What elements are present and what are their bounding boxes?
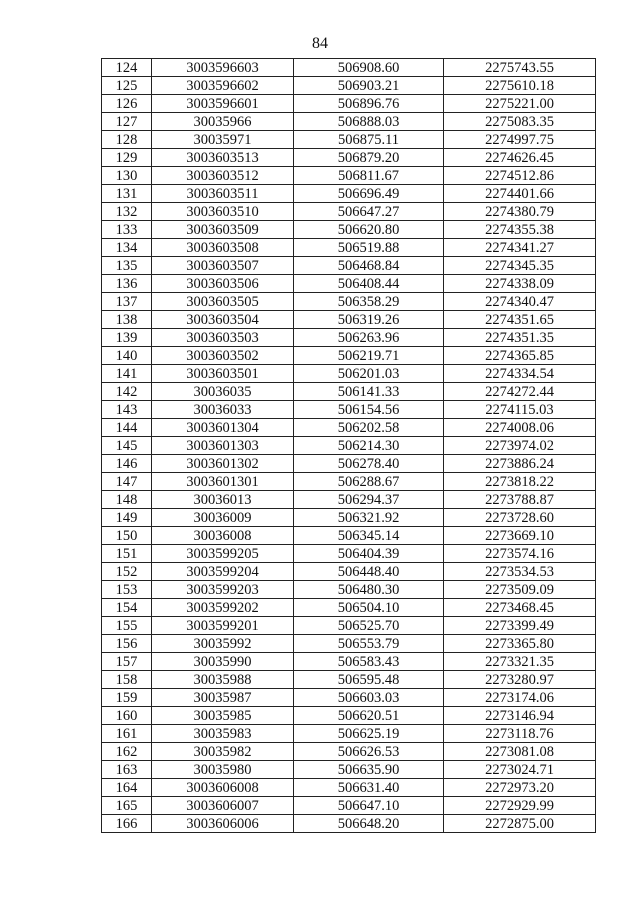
row-number-cell: 151	[102, 545, 152, 563]
row-number-cell: 127	[102, 113, 152, 131]
table-row	[102, 347, 596, 365]
y-coordinate-cell: 2274355.38	[444, 221, 596, 239]
x-coordinate-cell: 506468.84	[294, 257, 444, 275]
table-row	[102, 365, 596, 383]
table-row	[102, 545, 596, 563]
row-number-cell: 158	[102, 671, 152, 689]
point-id-cell: 3003603502	[152, 347, 294, 365]
point-id-cell: 30036008	[152, 527, 294, 545]
point-id-cell: 3003599205	[152, 545, 294, 563]
point-id-cell: 30035971	[152, 131, 294, 149]
table-row	[102, 185, 596, 203]
row-number-cell: 162	[102, 743, 152, 761]
x-coordinate-cell: 506408.44	[294, 275, 444, 293]
table-row	[102, 95, 596, 113]
point-id-cell: 3003603510	[152, 203, 294, 221]
row-number-cell: 126	[102, 95, 152, 113]
x-coordinate-cell: 506635.90	[294, 761, 444, 779]
table-row	[102, 743, 596, 761]
table-row	[102, 293, 596, 311]
x-coordinate-cell: 506219.71	[294, 347, 444, 365]
table-row	[102, 815, 596, 833]
table-row	[102, 761, 596, 779]
y-coordinate-cell: 2273534.53	[444, 563, 596, 581]
table-row	[102, 455, 596, 473]
row-number-cell: 160	[102, 707, 152, 725]
x-coordinate-cell: 506595.48	[294, 671, 444, 689]
x-coordinate-cell: 506620.80	[294, 221, 444, 239]
point-id-cell: 30035985	[152, 707, 294, 725]
point-id-cell: 3003603508	[152, 239, 294, 257]
coordinates-table	[101, 58, 596, 833]
y-coordinate-cell: 2273280.97	[444, 671, 596, 689]
point-id-cell: 30035982	[152, 743, 294, 761]
y-coordinate-cell: 2273886.24	[444, 455, 596, 473]
point-id-cell: 30035992	[152, 635, 294, 653]
row-number-cell: 132	[102, 203, 152, 221]
y-coordinate-cell: 2274334.54	[444, 365, 596, 383]
y-coordinate-cell: 2274626.45	[444, 149, 596, 167]
table-row	[102, 221, 596, 239]
page-number: 84	[312, 35, 328, 52]
table-row	[102, 275, 596, 293]
x-coordinate-cell: 506908.60	[294, 59, 444, 77]
point-id-cell: 30035966	[152, 113, 294, 131]
x-coordinate-cell: 506404.39	[294, 545, 444, 563]
row-number-cell: 129	[102, 149, 152, 167]
row-number-cell: 124	[102, 59, 152, 77]
coordinates-table-body	[102, 59, 596, 833]
row-number-cell: 138	[102, 311, 152, 329]
x-coordinate-cell: 506620.51	[294, 707, 444, 725]
point-id-cell: 30036009	[152, 509, 294, 527]
x-coordinate-cell: 506288.67	[294, 473, 444, 491]
table-row	[102, 527, 596, 545]
x-coordinate-cell: 506553.79	[294, 635, 444, 653]
x-coordinate-cell: 506358.29	[294, 293, 444, 311]
row-number-cell: 136	[102, 275, 152, 293]
table-row	[102, 401, 596, 419]
y-coordinate-cell: 2273728.60	[444, 509, 596, 527]
table-row	[102, 725, 596, 743]
table-row	[102, 689, 596, 707]
x-coordinate-cell: 506201.03	[294, 365, 444, 383]
row-number-cell: 137	[102, 293, 152, 311]
y-coordinate-cell: 2274008.06	[444, 419, 596, 437]
table-row	[102, 581, 596, 599]
table-row	[102, 77, 596, 95]
x-coordinate-cell: 506603.03	[294, 689, 444, 707]
row-number-cell: 143	[102, 401, 152, 419]
point-id-cell: 3003606006	[152, 815, 294, 833]
y-coordinate-cell: 2275083.35	[444, 113, 596, 131]
y-coordinate-cell: 2274365.85	[444, 347, 596, 365]
x-coordinate-cell: 506321.92	[294, 509, 444, 527]
point-id-cell: 3003599203	[152, 581, 294, 599]
row-number-cell: 166	[102, 815, 152, 833]
point-id-cell: 3003603512	[152, 167, 294, 185]
row-number-cell: 125	[102, 77, 152, 95]
row-number-cell: 131	[102, 185, 152, 203]
y-coordinate-cell: 2273321.35	[444, 653, 596, 671]
x-coordinate-cell: 506504.10	[294, 599, 444, 617]
x-coordinate-cell: 506647.27	[294, 203, 444, 221]
y-coordinate-cell: 2274345.35	[444, 257, 596, 275]
x-coordinate-cell: 506319.26	[294, 311, 444, 329]
point-id-cell: 3003603511	[152, 185, 294, 203]
y-coordinate-cell: 2273024.71	[444, 761, 596, 779]
table-row	[102, 797, 596, 815]
row-number-cell: 148	[102, 491, 152, 509]
table-row	[102, 329, 596, 347]
x-coordinate-cell: 506879.20	[294, 149, 444, 167]
y-coordinate-cell: 2273081.08	[444, 743, 596, 761]
row-number-cell: 142	[102, 383, 152, 401]
table-row	[102, 779, 596, 797]
x-coordinate-cell: 506903.21	[294, 77, 444, 95]
point-id-cell: 3003601301	[152, 473, 294, 491]
x-coordinate-cell: 506278.40	[294, 455, 444, 473]
x-coordinate-cell: 506696.49	[294, 185, 444, 203]
x-coordinate-cell: 506625.19	[294, 725, 444, 743]
point-id-cell: 30035987	[152, 689, 294, 707]
x-coordinate-cell: 506631.40	[294, 779, 444, 797]
point-id-cell: 3003596603	[152, 59, 294, 77]
row-number-cell: 154	[102, 599, 152, 617]
row-number-cell: 161	[102, 725, 152, 743]
row-number-cell: 155	[102, 617, 152, 635]
row-number-cell: 133	[102, 221, 152, 239]
table-row	[102, 167, 596, 185]
table-row	[102, 599, 596, 617]
x-coordinate-cell: 506202.58	[294, 419, 444, 437]
row-number-cell: 149	[102, 509, 152, 527]
y-coordinate-cell: 2274340.47	[444, 293, 596, 311]
table-row	[102, 59, 596, 77]
x-coordinate-cell: 506263.96	[294, 329, 444, 347]
x-coordinate-cell: 506583.43	[294, 653, 444, 671]
x-coordinate-cell: 506154.56	[294, 401, 444, 419]
y-coordinate-cell: 2273146.94	[444, 707, 596, 725]
y-coordinate-cell: 2274380.79	[444, 203, 596, 221]
y-coordinate-cell: 2273365.80	[444, 635, 596, 653]
y-coordinate-cell: 2273974.02	[444, 437, 596, 455]
row-number-cell: 130	[102, 167, 152, 185]
table-row	[102, 113, 596, 131]
x-coordinate-cell: 506141.33	[294, 383, 444, 401]
point-id-cell: 3003603513	[152, 149, 294, 167]
point-id-cell: 3003606007	[152, 797, 294, 815]
row-number-cell: 146	[102, 455, 152, 473]
table-row	[102, 653, 596, 671]
x-coordinate-cell: 506519.88	[294, 239, 444, 257]
row-number-cell: 163	[102, 761, 152, 779]
y-coordinate-cell: 2273509.09	[444, 581, 596, 599]
row-number-cell: 157	[102, 653, 152, 671]
table-row	[102, 437, 596, 455]
y-coordinate-cell: 2274401.66	[444, 185, 596, 203]
point-id-cell: 30035990	[152, 653, 294, 671]
point-id-cell: 3003603509	[152, 221, 294, 239]
y-coordinate-cell: 2274512.86	[444, 167, 596, 185]
point-id-cell: 3003596601	[152, 95, 294, 113]
point-id-cell: 3003603506	[152, 275, 294, 293]
table-row	[102, 131, 596, 149]
point-id-cell: 30036013	[152, 491, 294, 509]
row-number-cell: 165	[102, 797, 152, 815]
row-number-cell: 141	[102, 365, 152, 383]
row-number-cell: 150	[102, 527, 152, 545]
point-id-cell: 30036035	[152, 383, 294, 401]
point-id-cell: 3003599201	[152, 617, 294, 635]
x-coordinate-cell: 506294.37	[294, 491, 444, 509]
x-coordinate-cell: 506888.03	[294, 113, 444, 131]
table-row	[102, 671, 596, 689]
x-coordinate-cell: 506448.40	[294, 563, 444, 581]
row-number-cell: 159	[102, 689, 152, 707]
x-coordinate-cell: 506214.30	[294, 437, 444, 455]
point-id-cell: 30036033	[152, 401, 294, 419]
y-coordinate-cell: 2274351.35	[444, 329, 596, 347]
row-number-cell: 152	[102, 563, 152, 581]
x-coordinate-cell: 506648.20	[294, 815, 444, 833]
point-id-cell: 3003603504	[152, 311, 294, 329]
point-id-cell: 3003603501	[152, 365, 294, 383]
table-row	[102, 203, 596, 221]
row-number-cell: 156	[102, 635, 152, 653]
point-id-cell: 3003601303	[152, 437, 294, 455]
point-id-cell: 3003603505	[152, 293, 294, 311]
y-coordinate-cell: 2274997.75	[444, 131, 596, 149]
y-coordinate-cell: 2274338.09	[444, 275, 596, 293]
x-coordinate-cell: 506647.10	[294, 797, 444, 815]
y-coordinate-cell: 2273174.06	[444, 689, 596, 707]
table-row	[102, 473, 596, 491]
y-coordinate-cell: 2272973.20	[444, 779, 596, 797]
row-number-cell: 147	[102, 473, 152, 491]
y-coordinate-cell: 2273574.16	[444, 545, 596, 563]
y-coordinate-cell: 2272875.00	[444, 815, 596, 833]
table-row	[102, 311, 596, 329]
table-row	[102, 617, 596, 635]
x-coordinate-cell: 506525.70	[294, 617, 444, 635]
y-coordinate-cell: 2275610.18	[444, 77, 596, 95]
y-coordinate-cell: 2275221.00	[444, 95, 596, 113]
row-number-cell: 140	[102, 347, 152, 365]
x-coordinate-cell: 506811.67	[294, 167, 444, 185]
row-number-cell: 135	[102, 257, 152, 275]
row-number-cell: 145	[102, 437, 152, 455]
row-number-cell: 144	[102, 419, 152, 437]
y-coordinate-cell: 2272929.99	[444, 797, 596, 815]
y-coordinate-cell: 2273118.76	[444, 725, 596, 743]
y-coordinate-cell: 2273669.10	[444, 527, 596, 545]
y-coordinate-cell: 2274351.65	[444, 311, 596, 329]
y-coordinate-cell: 2273818.22	[444, 473, 596, 491]
point-id-cell: 3003601302	[152, 455, 294, 473]
point-id-cell: 30035983	[152, 725, 294, 743]
y-coordinate-cell: 2274115.03	[444, 401, 596, 419]
table-row	[102, 509, 596, 527]
table-row	[102, 563, 596, 581]
x-coordinate-cell: 506345.14	[294, 527, 444, 545]
point-id-cell: 3003596602	[152, 77, 294, 95]
x-coordinate-cell: 506480.30	[294, 581, 444, 599]
row-number-cell: 128	[102, 131, 152, 149]
y-coordinate-cell: 2275743.55	[444, 59, 596, 77]
point-id-cell: 30035980	[152, 761, 294, 779]
row-number-cell: 139	[102, 329, 152, 347]
point-id-cell: 3003603507	[152, 257, 294, 275]
point-id-cell: 3003603503	[152, 329, 294, 347]
point-id-cell: 3003601304	[152, 419, 294, 437]
point-id-cell: 30035988	[152, 671, 294, 689]
y-coordinate-cell: 2274341.27	[444, 239, 596, 257]
table-row	[102, 239, 596, 257]
table-row	[102, 383, 596, 401]
y-coordinate-cell: 2273399.49	[444, 617, 596, 635]
x-coordinate-cell: 506875.11	[294, 131, 444, 149]
point-id-cell: 3003599202	[152, 599, 294, 617]
point-id-cell: 3003599204	[152, 563, 294, 581]
table-row	[102, 635, 596, 653]
row-number-cell: 164	[102, 779, 152, 797]
table-row	[102, 491, 596, 509]
y-coordinate-cell: 2273468.45	[444, 599, 596, 617]
table-row	[102, 149, 596, 167]
x-coordinate-cell: 506896.76	[294, 95, 444, 113]
row-number-cell: 153	[102, 581, 152, 599]
y-coordinate-cell: 2273788.87	[444, 491, 596, 509]
y-coordinate-cell: 2274272.44	[444, 383, 596, 401]
table-row	[102, 707, 596, 725]
point-id-cell: 3003606008	[152, 779, 294, 797]
x-coordinate-cell: 506626.53	[294, 743, 444, 761]
row-number-cell: 134	[102, 239, 152, 257]
table-row	[102, 257, 596, 275]
table-row	[102, 419, 596, 437]
